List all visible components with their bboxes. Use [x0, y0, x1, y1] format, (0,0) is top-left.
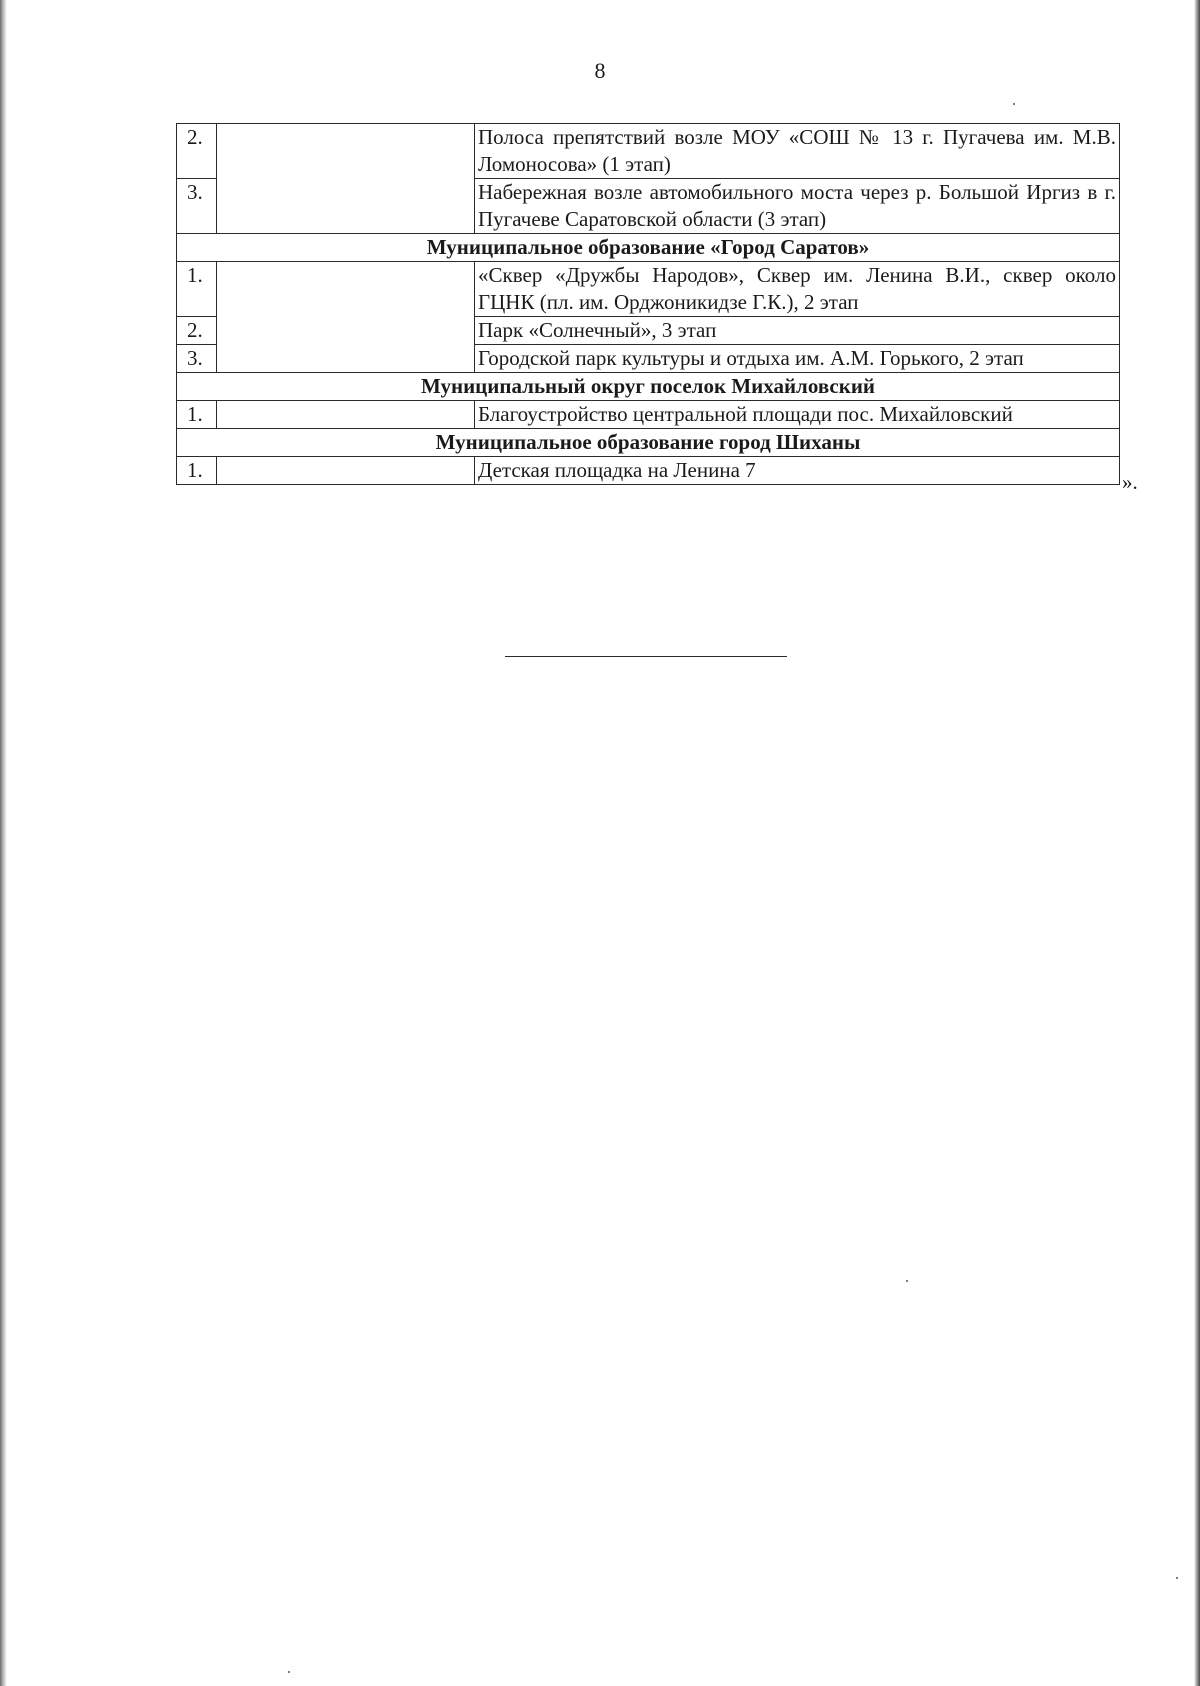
object-name: Набережная возле автомобильного моста через р. Большой Иргиз в г. Пугачеве Саратовской области (3 этап)	[475, 179, 1120, 234]
improvement-objects-table	[176, 123, 1120, 485]
object-name: Благоустройство центральной площади пос. Михайловский	[475, 401, 1120, 429]
separator-line	[505, 656, 787, 657]
scan-speck	[906, 1280, 908, 1282]
object-name: Детская площадка на Ленина 7	[475, 457, 1120, 485]
row-number: 1.	[177, 457, 217, 485]
section-title: Муниципальный округ поселок Михайловский	[177, 373, 1120, 401]
object-name: «Сквер «Дружбы Народов», Сквер им. Ленина В.И., сквер около ГЦНК (пл. им. Орджоникидзе Г.К.), 2 этап	[475, 262, 1120, 317]
scan-speck	[288, 1671, 290, 1673]
closing-quote: ».	[1122, 470, 1138, 494]
table-row	[177, 401, 1120, 429]
section-title: Муниципальное образование город Шиханы	[177, 429, 1120, 457]
row-number: 3.	[177, 345, 217, 373]
empty-cell	[217, 262, 475, 373]
section-header-row	[177, 234, 1120, 262]
row-number: 1.	[177, 401, 217, 429]
table-row	[177, 457, 1120, 485]
table-row	[177, 262, 1120, 317]
row-number: 2.	[177, 317, 217, 345]
object-name: Полоса препятствий возле МОУ «СОШ № 13 г. Пугачева им. М.В. Ломоносова» (1 этап)	[475, 124, 1120, 179]
page-number: 8	[594, 58, 606, 83]
row-number: 3.	[177, 179, 217, 234]
section-header-row	[177, 429, 1120, 457]
row-number: 2.	[177, 124, 217, 179]
section-title: Муниципальное образование «Город Саратов»	[177, 234, 1120, 262]
empty-cell	[217, 457, 475, 485]
empty-cell	[217, 124, 475, 234]
scan-edge-right	[1194, 0, 1200, 1686]
object-name: Городской парк культуры и отдыха им. А.М. Горького, 2 этап	[475, 345, 1120, 373]
object-name: Парк «Солнечный», 3 этап	[475, 317, 1120, 345]
scan-speck	[1013, 103, 1015, 105]
scan-speck	[1176, 1577, 1178, 1579]
empty-cell	[217, 401, 475, 429]
row-number: 1.	[177, 262, 217, 317]
scan-edge-left	[0, 0, 7, 1686]
section-header-row	[177, 373, 1120, 401]
table-row	[177, 124, 1120, 179]
